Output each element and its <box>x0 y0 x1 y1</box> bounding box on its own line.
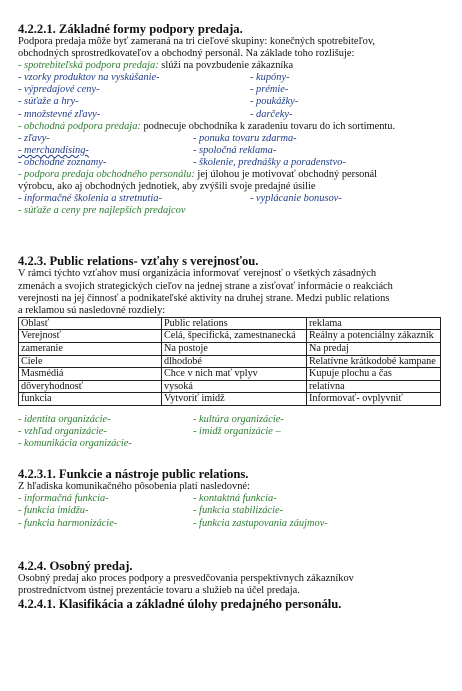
trade-promotion-label: - obchodná podpora predaja: <box>18 120 141 132</box>
list-item: - prémie- <box>250 84 289 96</box>
list-item: - školenie, prednášky a poradenstvo- <box>193 156 346 168</box>
list-item: - súťaže a ceny pre najlepších predajcov <box>18 205 186 217</box>
section-title-sales-promotion-forms: 4.2.2.1. Základné formy podpory predaja. <box>18 22 243 36</box>
list-item: - výpredajové ceny- <box>18 84 100 96</box>
trade-promotion-text: podnecuje obchodníka k zaradeniu tovaru do ich sortimentu. <box>140 120 396 132</box>
consumer-promotion-text: slúži na povzbudenie zákazníka <box>158 60 294 72</box>
list-item: - funkcia zastupovania záujmov- <box>193 517 328 529</box>
list-item: - spoločná reklama- <box>193 144 277 156</box>
table-cell: dlhodobé <box>162 355 307 368</box>
list-item: - kontaktná funkcia- <box>193 493 277 505</box>
list-item: - poukážky- <box>250 96 299 108</box>
table-row <box>19 380 441 393</box>
table-cell: Masmédiá <box>19 368 162 381</box>
list-row <box>18 505 448 517</box>
paragraph-line: Podpora predaja môže byť zameraná na tri cieľové skupiny: konečných spotrebiteľov, <box>18 36 375 47</box>
list-item: - identita organizácie- <box>18 413 111 425</box>
list-row <box>18 414 448 426</box>
table-cell: vysoká <box>162 380 307 393</box>
list-item: - komunikácia organizácie- <box>18 438 132 450</box>
table-cell: Vytvoriť imidž <box>162 393 307 406</box>
table-cell: zameranie <box>19 342 162 355</box>
table-row <box>19 330 441 343</box>
table-cell: Na predaj <box>307 342 441 355</box>
table-cell: Relatívne krátkodobé kampane <box>307 355 441 368</box>
paragraph-line: verejnosti na jej činnosť a podnikateľské aktivity na druhej strane. Medzi public relations <box>18 292 390 304</box>
paragraph-line: prostredníctvom ústnej prezentácie tovaru a služieb na účel predaja. <box>18 584 300 596</box>
staff-promotion-label: - podpora predaja obchodného personálu: <box>18 169 195 181</box>
comparison-table <box>18 317 441 406</box>
staff-promotion-line <box>18 169 448 181</box>
subsection-title-sales-staff: 4.2.4.1. Klasifikácia a základné úlohy predajného personálu. <box>18 596 342 611</box>
list-item: - ponuka tovaru zdarma- <box>193 132 297 144</box>
list-row <box>18 72 448 84</box>
pr-functions-list <box>18 493 448 529</box>
table-cell: funkcia <box>19 393 162 406</box>
list-item: - merchandising- <box>18 144 89 156</box>
table-row <box>19 355 441 368</box>
table-cell: Ciele <box>19 355 162 368</box>
paragraph-line: a reklamou sú nasledovné rozdiely: <box>18 304 166 316</box>
list-row <box>18 145 448 157</box>
paragraph-line: výrobcu, ako aj obchodných jednotiek, aby zvýšili svoje predajné úsilie <box>18 181 316 193</box>
table-header-cell: reklama <box>307 317 441 330</box>
list-row <box>18 96 448 108</box>
document-page <box>18 22 448 611</box>
list-item: - informačná funkcia- <box>18 493 109 505</box>
list-item: - funkcia stabilizácie- <box>193 505 284 517</box>
staff-promotion-list <box>18 193 448 205</box>
list-item: - informačné školenia a stretnutia- <box>18 193 162 205</box>
list-row <box>18 426 448 438</box>
table-cell: Chce v nich mať vplyv <box>162 368 307 381</box>
list-row <box>18 518 448 530</box>
list-item: - obchodné zoznamy- <box>18 156 107 168</box>
list-item: - zľavy- <box>18 132 50 144</box>
table-header-cell: Public relations <box>162 317 307 330</box>
table-cell: Celá, špecifická, zamestnanecká <box>162 330 307 343</box>
consumer-promotion-label: - spotrebiteľská podpora predaja: <box>18 60 159 72</box>
table-cell: Verejnosť <box>19 330 162 343</box>
paragraph-line: Osobný predaj ako proces podpory a presvedčovania perspektívnych zákazníkov <box>18 572 354 584</box>
table-header-cell: Oblasť <box>19 317 162 330</box>
table-header-row <box>19 317 441 330</box>
list-row <box>18 193 448 205</box>
paragraph-line: obchodných sprostredkovateľov a obchodný personál. Na základe toho rozlišuje: <box>18 48 355 60</box>
table-cell: dôveryhodnosť <box>19 380 162 393</box>
section-title-personal-selling: 4.2.4. Osobný predaj. <box>18 558 133 573</box>
list-item: - vyplácanie bonusov- <box>250 193 342 205</box>
list-row <box>18 109 448 121</box>
list-item: - darčeky- <box>250 108 293 120</box>
table-cell: Informovať- ovplyvniť <box>307 393 441 406</box>
list-item: - funkcia harmonizácie- <box>18 517 118 529</box>
list-row <box>18 438 448 450</box>
section-title-pr-functions: 4.2.3.1. Funkcie a nástroje public relations. <box>18 467 249 482</box>
list-item: - kupóny- <box>250 72 290 84</box>
table-row <box>19 342 441 355</box>
trade-promotion-list <box>18 133 448 169</box>
trade-promotion-line <box>18 121 448 133</box>
paragraph-line: zmenách a svojich strategických cieľov na jednej strane a zisťovať informácie o reakciách <box>18 280 393 292</box>
staff-promotion-text: jej úlohou je motivovať obchodný personál <box>194 169 378 181</box>
paragraph-line: V rámci týchto vzťahov musí organizácia informovať verejnosť o všetkých zásadných <box>18 268 377 280</box>
consumer-promotion-list <box>18 72 448 120</box>
table-cell: Reálny a potenciálny zákazník <box>307 330 441 343</box>
list-item: - vzorky produktov na vyskúšanie- <box>18 72 160 84</box>
paragraph-line: Z hľadiska komunikačného pôsobenia platí nasledovné: <box>18 481 250 493</box>
list-row <box>18 157 448 169</box>
list-row <box>18 133 448 145</box>
table-cell: Na postoje <box>162 342 307 355</box>
list-item: - funkcia imidžu- <box>18 505 89 517</box>
table-cell: Kupuje plochu a čas <box>307 368 441 381</box>
list-item: - súťaže a hry- <box>18 96 79 108</box>
table-row <box>19 393 441 406</box>
list-item: - množstevné zľavy- <box>18 108 101 120</box>
list-item: - imidž organizácie – <box>193 426 281 438</box>
list-row <box>18 84 448 96</box>
public-relations-paragraph <box>18 268 448 316</box>
consumer-promotion-line <box>18 60 448 72</box>
table-row <box>19 368 441 381</box>
table-cell: relatívna <box>307 380 441 393</box>
organization-list <box>18 414 448 450</box>
section-title-public-relations: 4.2.3. Public relations- vzťahy s verejnosťou. <box>18 254 259 269</box>
list-row <box>18 493 448 505</box>
list-item: - kultúra organizácie- <box>193 413 284 425</box>
list-item: - vzhľad organizácie- <box>18 426 107 438</box>
